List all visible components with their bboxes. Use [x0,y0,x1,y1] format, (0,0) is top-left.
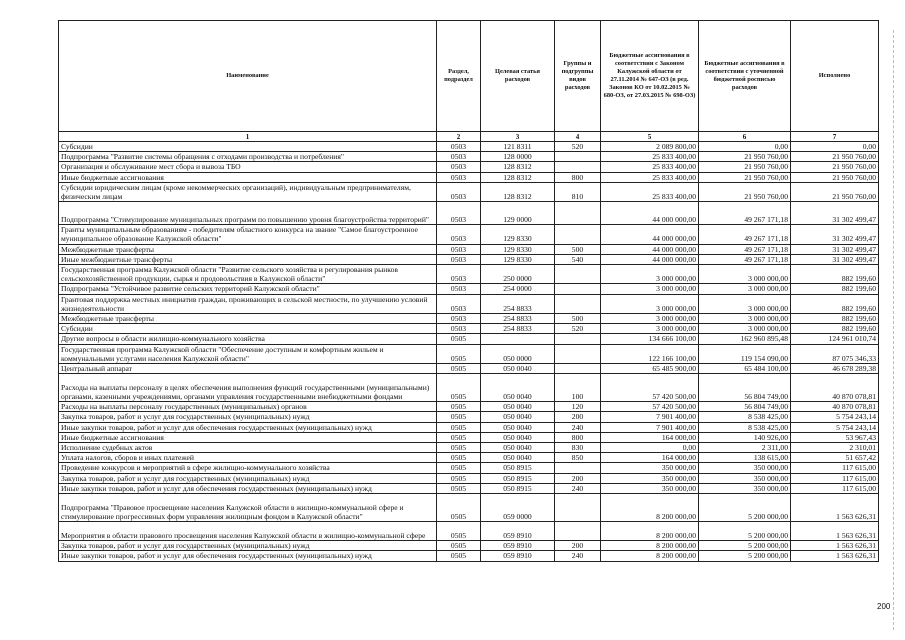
cell-executed: 1 563 626,31 [791,494,879,522]
cell-section: 0503 [437,142,481,152]
cell-name: Проведение конкурсов и мероприятий в сфере жилищно-коммунального хозяйства [59,463,437,473]
cell-executed: 1 563 626,31 [791,541,879,551]
cell-law-allocation: 2 089 800,00 [601,142,699,152]
cell-name: Иные бюджетные ассигнования [59,432,437,442]
cell-refined-allocation: 2 311,00 [699,443,791,453]
cell-expense-group [555,265,601,284]
cell-section: 0505 [437,453,481,463]
col-number: 7 [791,132,879,142]
cell-refined-allocation: 21 950 760,00 [699,152,791,162]
cell-expense-group: 200 [555,412,601,422]
cell-expense-group: 500 [555,244,601,254]
cell-executed: 882 199,60 [791,314,879,324]
cell-law-allocation: 25 833 400,00 [601,172,699,182]
header-executed: Исполнено [791,21,879,132]
cell-section: 0505 [437,551,481,561]
table-row [59,314,879,324]
cell-target-article: 254 8833 [481,324,555,334]
header-name: Наименование [59,21,437,132]
cell-refined-allocation: 140 926,00 [699,432,791,442]
header-refined-allocation: Бюджетные ассигнования в соответствии с уточненной бюджетной росписью расходов [699,21,791,132]
cell-law-allocation: 7 901 400,00 [601,412,699,422]
cell-law-allocation: 65 485 900,00 [601,364,699,374]
cell-expense-group: 240 [555,483,601,493]
cell-target-article [481,334,555,344]
cell-target-article: 128 0000 [481,152,555,162]
table-row [59,254,879,264]
cell-refined-allocation: 138 615,00 [699,453,791,463]
cell-name: Подпрограмма "Стимулирование муниципальных программ по повышению уровня благоустройства территорий" [59,202,437,225]
cell-expense-group [555,494,601,522]
cell-law-allocation: 8 200 000,00 [601,522,699,541]
table-row [59,225,879,244]
table-row [59,162,879,172]
header-law-allocation: Бюджетные ассигнования в соответствии с Законом Калужской области от 27.11.2014 № 647-ОЗ (в ред. Законов КО от 10.02.2015 № 680-ОЗ, от 27.03.2015 № 698-ОЗ) [601,21,699,132]
cell-refined-allocation: 56 804 749,00 [699,402,791,412]
cell-executed: 0,00 [791,142,879,152]
cell-refined-allocation: 21 950 760,00 [699,162,791,172]
cell-law-allocation: 0,00 [601,443,699,453]
cell-expense-group [555,225,601,244]
cell-section: 0505 [437,473,481,483]
cell-name: Уплата налогов, сборов и иных платежей [59,453,437,463]
cell-refined-allocation: 49 267 171,18 [699,244,791,254]
cell-expense-group [555,344,601,363]
cell-expense-group: 200 [555,541,601,551]
cell-refined-allocation: 8 538 425,00 [699,412,791,422]
cell-refined-allocation: 21 950 760,00 [699,172,791,182]
cell-expense-group [555,162,601,172]
cell-name: Закупка товаров, работ и услуг для государственных (муниципальных) нужд [59,412,437,422]
table-row [59,152,879,162]
cell-section: 0505 [437,432,481,442]
table-body [59,142,879,562]
cell-name: Расходы на выплаты персоналу в целях обеспечения выполнения функций государственными (муниципальными) органами, казенными учреждениями, органами управления государственными внебюджетными фондами [59,374,437,402]
cell-law-allocation: 8 200 000,00 [601,494,699,522]
cell-name: Субсидии [59,324,437,334]
budget-table [58,20,879,562]
cell-law-allocation: 57 420 500,00 [601,374,699,402]
table-row [59,473,879,483]
cell-target-article: 050 0040 [481,422,555,432]
cell-target-article: 050 0040 [481,412,555,422]
cell-refined-allocation: 5 200 000,00 [699,541,791,551]
cell-expense-group [555,284,601,294]
cell-expense-group: 540 [555,254,601,264]
cell-expense-group: 240 [555,551,601,561]
cell-section: 0505 [437,494,481,522]
cell-section: 0503 [437,314,481,324]
cell-expense-group [555,522,601,541]
cell-section: 0503 [437,324,481,334]
column-number-row [59,132,879,142]
table-row [59,443,879,453]
cell-target-article: 059 8910 [481,551,555,561]
cell-law-allocation: 164 000,00 [601,453,699,463]
cell-section: 0503 [437,265,481,284]
cell-section: 0503 [437,294,481,313]
cell-expense-group: 830 [555,443,601,453]
table-row [59,202,879,225]
cell-target-article: 050 0040 [481,432,555,442]
cell-target-article: 059 8910 [481,522,555,541]
cell-section: 0503 [437,254,481,264]
cell-refined-allocation: 21 950 760,00 [699,182,791,201]
cell-refined-allocation: 5 200 000,00 [699,551,791,561]
cell-name: Подпрограмма "Правовое просвещение населения Калужской области в жилищно-коммунальной сфере и стимулирование прогрессивных форм управления жилищным фондом в Калужской области" [59,494,437,522]
cell-refined-allocation: 3 000 000,00 [699,294,791,313]
cell-section: 0503 [437,284,481,294]
table-row [59,432,879,442]
cell-name: Субсидии [59,142,437,152]
cell-name: Межбюджетные трансферты [59,244,437,254]
cell-executed: 5 754 243,14 [791,412,879,422]
cell-name: Грантовая поддержка местных инициатив граждан, проживающих в сельской местности, по улучшению условий жизнедеятельности [59,294,437,313]
cell-name: Гранты муниципальным образованиям - победителям областного конкурса на звание "Самое благоустроенное муниципальное образование Калужской области" [59,225,437,244]
cell-refined-allocation: 162 960 895,48 [699,334,791,344]
cell-target-article: 050 8915 [481,463,555,473]
cell-law-allocation: 134 666 100,00 [601,334,699,344]
cell-refined-allocation: 49 267 171,18 [699,202,791,225]
cell-target-article: 129 8330 [481,254,555,264]
table-row [59,344,879,363]
cell-target-article: 050 0040 [481,402,555,412]
cell-executed: 31 302 499,47 [791,244,879,254]
cell-expense-group: 800 [555,432,601,442]
cell-section: 0503 [437,244,481,254]
cell-target-article: 050 0040 [481,374,555,402]
cell-refined-allocation: 8 538 425,00 [699,422,791,432]
budget-table-sheet [58,20,878,562]
cell-law-allocation: 44 000 000,00 [601,254,699,264]
cell-section: 0503 [437,182,481,201]
cell-target-article: 121 8311 [481,142,555,152]
cell-executed: 1 563 626,31 [791,522,879,541]
cell-law-allocation: 350 000,00 [601,483,699,493]
table-row [59,374,879,402]
cell-section: 0503 [437,162,481,172]
cell-name: Иные закупки товаров, работ и услуг для обеспечения государственных (муниципальных) нужд [59,422,437,432]
cell-executed: 87 075 346,33 [791,344,879,363]
header-target-article: Целевая статья расходов [481,21,555,132]
cell-expense-group: 850 [555,453,601,463]
cell-law-allocation: 350 000,00 [601,463,699,473]
cell-refined-allocation: 350 000,00 [699,473,791,483]
cell-expense-group: 810 [555,182,601,201]
cell-refined-allocation: 350 000,00 [699,463,791,473]
table-row [59,402,879,412]
col-number: 5 [601,132,699,142]
cell-expense-group [555,364,601,374]
cell-section: 0505 [437,344,481,363]
cell-executed: 31 302 499,47 [791,202,879,225]
table-row [59,453,879,463]
cell-target-article: 050 8915 [481,483,555,493]
cell-section: 0505 [437,364,481,374]
cell-name: Субсидии юридическим лицам (кроме некоммерческих организаций), индивидуальным предпринимателям, физическим лицам [59,182,437,201]
cell-target-article: 050 0040 [481,453,555,463]
cell-target-article: 128 8312 [481,162,555,172]
cell-section: 0505 [437,374,481,402]
table-row [59,522,879,541]
cell-name: Закупка товаров, работ и услуг для государственных (муниципальных) нужд [59,541,437,551]
cell-executed: 21 950 760,00 [791,172,879,182]
cell-name: Расходы на выплаты персоналу государственных (муниципальных) органов [59,402,437,412]
cell-target-article: 050 0000 [481,344,555,363]
cell-refined-allocation: 49 267 171,18 [699,254,791,264]
cell-target-article: 050 0040 [481,364,555,374]
cell-law-allocation: 3 000 000,00 [601,265,699,284]
cell-expense-group [555,152,601,162]
cell-refined-allocation: 0,00 [699,142,791,152]
cell-law-allocation: 44 000 000,00 [601,202,699,225]
cell-law-allocation: 3 000 000,00 [601,294,699,313]
col-number: 4 [555,132,601,142]
cell-section: 0505 [437,541,481,551]
cell-executed: 21 950 760,00 [791,152,879,162]
cell-executed: 2 310,01 [791,443,879,453]
cell-executed: 31 302 499,47 [791,225,879,244]
cell-law-allocation: 350 000,00 [601,473,699,483]
cell-executed: 117 615,00 [791,463,879,473]
cell-law-allocation: 44 000 000,00 [601,225,699,244]
cell-law-allocation: 57 420 500,00 [601,402,699,412]
cell-section: 0505 [437,402,481,412]
cell-section: 0505 [437,443,481,453]
table-row [59,244,879,254]
cell-executed: 40 870 078,81 [791,374,879,402]
cell-name: Государственная программа Калужской области "Обеспечение доступным и комфортным жильем и коммунальными услугами населения Калужской области" [59,344,437,363]
cell-refined-allocation: 56 804 749,00 [699,374,791,402]
cell-name: Государственная программа Калужской области "Развитие сельского хозяйства и регулирования рынков сельскохозяйственной продукции, сырья и продовольствия в Калужской области" [59,265,437,284]
cell-executed: 882 199,60 [791,284,879,294]
cell-target-article: 254 0000 [481,284,555,294]
cell-expense-group: 520 [555,142,601,152]
cell-name: Закупка товаров, работ и услуг для государственных (муниципальных) нужд [59,473,437,483]
cell-name: Организация и обслуживание мест сбора и вывоза ТБО [59,162,437,172]
cell-name: Центральный аппарат [59,364,437,374]
cell-name: Иные бюджетные ассигнования [59,172,437,182]
page-edge-line [893,30,894,630]
cell-expense-group [555,202,601,225]
cell-expense-group: 100 [555,374,601,402]
cell-law-allocation: 3 000 000,00 [601,324,699,334]
cell-executed: 882 199,60 [791,324,879,334]
table-row [59,494,879,522]
cell-section: 0505 [437,522,481,541]
cell-executed: 1 563 626,31 [791,551,879,561]
table-row [59,422,879,432]
cell-executed: 124 961 010,74 [791,334,879,344]
cell-expense-group: 240 [555,422,601,432]
cell-section: 0505 [437,483,481,493]
cell-target-article: 129 8330 [481,244,555,254]
cell-refined-allocation: 350 000,00 [699,483,791,493]
col-number: 2 [437,132,481,142]
cell-law-allocation: 3 000 000,00 [601,314,699,324]
cell-executed: 53 967,43 [791,432,879,442]
col-number: 3 [481,132,555,142]
cell-law-allocation: 8 200 000,00 [601,551,699,561]
cell-refined-allocation: 3 000 000,00 [699,324,791,334]
cell-executed: 5 754 243,14 [791,422,879,432]
header-row [59,21,879,132]
cell-name: Иные закупки товаров, работ и услуг для обеспечения государственных (муниципальных) нужд [59,551,437,561]
cell-law-allocation: 25 833 400,00 [601,152,699,162]
cell-law-allocation: 25 833 400,00 [601,182,699,201]
cell-law-allocation: 3 000 000,00 [601,284,699,294]
table-row [59,412,879,422]
cell-target-article: 128 8312 [481,182,555,201]
cell-name: Иные межбюджетные трансферты [59,254,437,264]
cell-law-allocation: 164 000,00 [601,432,699,442]
cell-section: 0505 [437,412,481,422]
cell-section: 0505 [437,463,481,473]
cell-executed: 882 199,60 [791,294,879,313]
cell-law-allocation: 25 833 400,00 [601,162,699,172]
cell-section: 0503 [437,172,481,182]
cell-executed: 117 615,00 [791,473,879,483]
cell-refined-allocation: 3 000 000,00 [699,284,791,294]
cell-executed: 21 950 760,00 [791,182,879,201]
table-row [59,463,879,473]
cell-law-allocation: 8 200 000,00 [601,541,699,551]
cell-target-article: 128 8312 [481,172,555,182]
cell-name: Другие вопросы в области жилищно-коммунального хозяйства [59,334,437,344]
table-row [59,334,879,344]
table-row [59,483,879,493]
cell-name: Мероприятия в области правового просвещения населения Калужской области в жилищно-коммунальной сфере [59,522,437,541]
table-row [59,182,879,201]
cell-target-article: 050 8915 [481,473,555,483]
cell-name: Межбюджетные трансферты [59,314,437,324]
cell-name: Подпрограмма "Развитие системы обращения с отходами производства и потребления" [59,152,437,162]
cell-target-article: 129 0000 [481,202,555,225]
cell-expense-group [555,294,601,313]
table-row [59,551,879,561]
cell-expense-group: 200 [555,473,601,483]
table-row [59,294,879,313]
cell-name: Иные закупки товаров, работ и услуг для обеспечения государственных (муниципальных) нужд [59,483,437,493]
cell-executed: 21 950 760,00 [791,162,879,172]
cell-executed: 117 615,00 [791,483,879,493]
cell-expense-group: 500 [555,314,601,324]
cell-target-article: 059 0000 [481,494,555,522]
cell-section: 0503 [437,225,481,244]
cell-target-article: 129 8330 [481,225,555,244]
table-row [59,284,879,294]
table-row [59,265,879,284]
cell-section: 0505 [437,334,481,344]
cell-refined-allocation: 5 200 000,00 [699,522,791,541]
cell-refined-allocation: 65 484 100,00 [699,364,791,374]
cell-expense-group [555,463,601,473]
cell-expense-group: 800 [555,172,601,182]
cell-refined-allocation: 3 000 000,00 [699,265,791,284]
cell-expense-group: 120 [555,402,601,412]
cell-target-article: 254 8833 [481,314,555,324]
table-row [59,364,879,374]
cell-executed: 46 678 289,38 [791,364,879,374]
cell-expense-group: 520 [555,324,601,334]
cell-target-article: 050 0040 [481,443,555,453]
header-expense-group: Группы и подгруппы видов расходов [555,21,601,132]
cell-executed: 31 302 499,47 [791,254,879,264]
cell-law-allocation: 122 166 100,00 [601,344,699,363]
cell-target-article: 250 0000 [481,265,555,284]
cell-section: 0503 [437,152,481,162]
cell-target-article: 254 8833 [481,294,555,313]
cell-section: 0505 [437,422,481,432]
cell-refined-allocation: 49 267 171,18 [699,225,791,244]
cell-expense-group [555,334,601,344]
page-number: 200 [877,602,891,611]
table-row [59,142,879,152]
cell-section: 0503 [437,202,481,225]
cell-refined-allocation: 5 200 000,00 [699,494,791,522]
cell-target-article: 059 8910 [481,541,555,551]
cell-executed: 882 199,60 [791,265,879,284]
cell-refined-allocation: 119 154 090,00 [699,344,791,363]
cell-executed: 51 657,42 [791,453,879,463]
col-number: 6 [699,132,791,142]
table-row [59,541,879,551]
cell-law-allocation: 7 901 400,00 [601,422,699,432]
header-section: Раздел, подраздел [437,21,481,132]
cell-name: Подпрограмма "Устойчивое развитие сельских территорий Калужской области" [59,284,437,294]
cell-executed: 40 870 078,81 [791,402,879,412]
col-number: 1 [59,132,437,142]
cell-name: Исполнение судебных актов [59,443,437,453]
table-row [59,324,879,334]
cell-law-allocation: 44 000 000,00 [601,244,699,254]
table-row [59,172,879,182]
cell-refined-allocation: 3 000 000,00 [699,314,791,324]
